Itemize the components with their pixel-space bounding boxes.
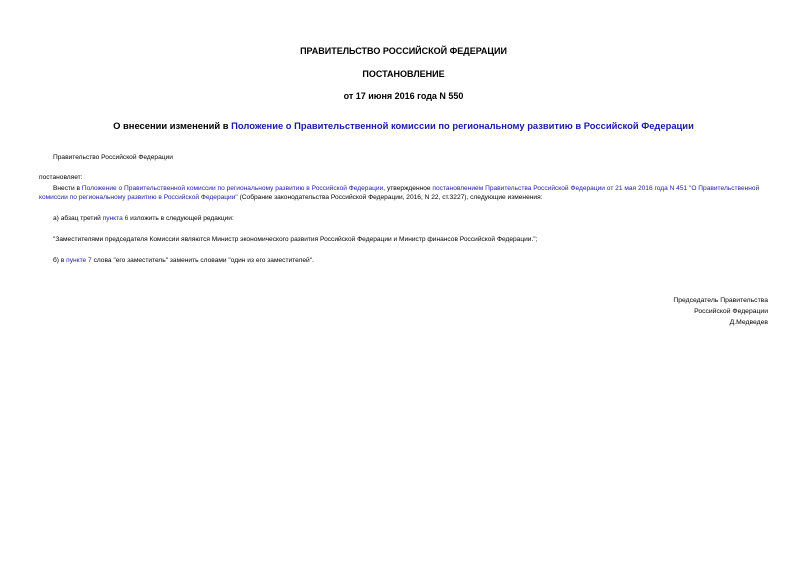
government-heading: ПРАВИТЕЛЬСТВО РОССИЙСКОЙ ФЕДЕРАЦИИ bbox=[300, 46, 507, 56]
signature-name: Д.Медведев bbox=[729, 319, 768, 326]
quote-text: "Заместителями председателя Комиссии являются Министр экономического развития Российской Федерации и Министр финансов Российской Федерации."; bbox=[53, 236, 538, 243]
pb-item7-link[interactable]: пункте 7 bbox=[66, 257, 92, 264]
signature-line-1: Председатель Правительства bbox=[673, 297, 768, 304]
paragraph-a bbox=[53, 214, 234, 223]
pb-text1: б) в bbox=[53, 257, 67, 264]
signature-line-2: Российской Федерации bbox=[694, 308, 768, 315]
pa-text2: изложить в следующей редакции: bbox=[128, 215, 234, 222]
pb-text2: слова "его заместитель" заменить словами "один из его заместителей". bbox=[91, 257, 314, 264]
pa-text1: а) абзац третий bbox=[53, 215, 103, 222]
doc-type-heading: ПОСТАНОВЛЕНИЕ bbox=[362, 69, 445, 79]
pa-item6-link[interactable]: пункта 6 bbox=[102, 215, 129, 222]
decree-text: постановляет: bbox=[39, 174, 83, 181]
p1-text1: Внести в bbox=[53, 185, 82, 192]
date-number-heading: от 17 июня 2016 года N 550 bbox=[343, 91, 464, 101]
paragraph-1 bbox=[39, 184, 771, 202]
title-prefix: О внесении изменений в bbox=[113, 120, 232, 131]
p1-text3: (Собрание законодательства Российской Федерации, 2016, N 22, ст.3227), следующие изменения: bbox=[237, 194, 543, 201]
paragraph-b bbox=[53, 256, 314, 265]
title-regulation-link[interactable]: Положение о Правительственной комиссии по региональному развитию в Российской Федерации bbox=[231, 120, 694, 131]
p1-text2: , утвержденное bbox=[383, 185, 433, 192]
p1-resolution-link[interactable]: постановлением Правительства Российской Федерации от 21 мая 2016 года N 451 "О Правительственной комиссии по региональному развитию в Российской Федерации" bbox=[39, 185, 760, 201]
intro-text: Правительство Российской Федерации bbox=[53, 154, 173, 161]
document-title bbox=[0, 120, 807, 132]
p1-regulation-link[interactable]: Положение о Правительственной комиссии по региональному развитию в Российской Федерации bbox=[81, 185, 384, 192]
